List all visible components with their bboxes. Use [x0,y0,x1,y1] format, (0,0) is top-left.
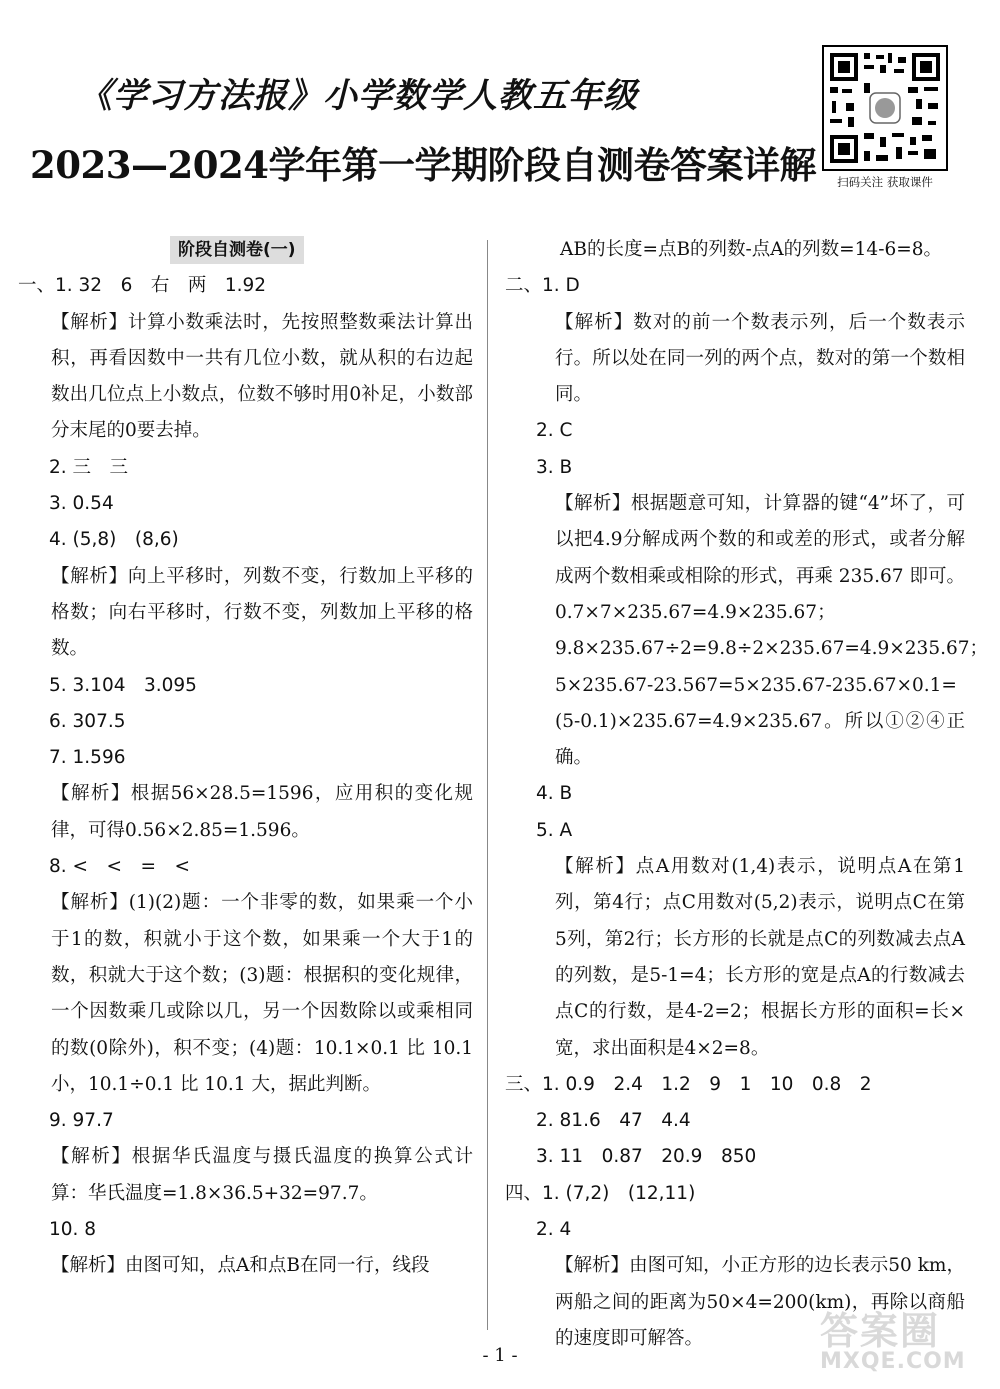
qr-code-icon[interactable] [822,45,948,171]
answer-item: 一、1. 32 6 右 两 1.92 [18,275,267,297]
answer-item: 5. A [536,819,573,841]
answer-item: 8. < < = < [49,856,191,878]
explanation: 【解析】根据题意可知，计算器的键“4”坏了，可以把4.9分解成两个数的和或差的形式，或者分解成两个数相乘或相除的形式，再乘 235.67 即可。0.7×7×235.67=4.9×235.67；9.8×235.67÷2=9.8÷2×235.67=4.9×235.67；5×235.67-23.567=5×235.67-235.67×0.1=(5-0.1)×235.67=4.9×235.67。所以①②④正确。 [555,493,989,769]
page-number: - 1 - [482,1345,518,1366]
answer-item: 4. B [536,783,573,805]
watermark-text: 答案圈 [820,1309,941,1353]
watermark-url: MXQE.COM [820,1349,966,1374]
answer-item: 10. 8 [49,1219,97,1241]
answer-item: 6. 307.5 [49,710,126,732]
answer-item: 四、1. (7,2) (12,11) [505,1182,696,1204]
answer-item: 3. B [536,456,573,478]
newspaper-title: 《学习方法报》小学数学人教五年级 [78,76,638,116]
answer-item: 2. 三 三 [49,456,129,478]
left-column [18,232,473,1285]
explanation: 【解析】(1)(2)题：一个非零的数，如果乘一个小于1的数，积就小于这个数，如果乘一个大于1的数，积就大于这个数；(3)题：根据积的变化规律，一个因数乘几或除以几，另一个因数除以或乘相同的数(0除外)，积不变；(4)题：10.1×0.1 比 10.1 小，10.1÷0.1 比 10.1 大，据此判断。 [51,892,473,1095]
answer-item: 9. 97.7 [49,1110,114,1132]
answer-item: 2. C [536,420,573,442]
explanation: 【解析】根据华氏温度与摄氏温度的换算公式计算：华氏温度=1.8×36.5+32=97.7。 [51,1146,473,1204]
qr-caption: 扫码关注 获取课件 [837,175,933,189]
answer-item: 二、1. D [505,275,580,297]
watermark [820,1300,990,1374]
answer-item: 3. 11 0.87 20.9 850 [536,1146,757,1168]
section-title: 阶段自测卷(一) [170,236,304,264]
answer-item: 7. 1.596 [49,747,126,769]
explanation: 【解析】点A用数对(1,4)表示，说明点A在第1列，第4行；点C用数对(5,2)表示，说明点C在第5列，第2行；长方形的长就是点C的列数减去点A的列数，是5-1=4；长方形的宽是点A的行数减去点C的行数，是4-2=2；根据长方形的面积=长×宽，求出面积是4×2=8。 [555,856,965,1059]
explanation: 【解析】计算小数乘法时，先按照整数乘法计算出积，再看因数中一共有几位小数，就从积的右边起数出几位点上小数点，位数不够时用0补足，小数部分末尾的0要去掉。 [51,311,473,442]
answer-item: 3. 0.54 [49,493,114,515]
right-column [505,232,989,1357]
answer-item: 2. 4 [536,1219,572,1241]
answer-item: 2. 81.6 47 4.4 [536,1110,691,1132]
answer-item: 5. 3.104 3.095 [49,674,197,696]
document-title: 2023—2024学年第一学期阶段自测卷答案详解 [30,143,816,187]
explanation: 【解析】由图可知，小正方形的边长表示50 km，两船之间的距离为50×4=200(km)，再除以商船的速度即可解答。 [555,1255,965,1349]
answer-item: 4. (5,8) (8,6) [49,529,179,551]
explanation: AB的长度=点B的列数-点A的列数=14-6=8。 [560,239,942,260]
explanation: 【解析】数对的前一个数表示列，后一个数表示行。所以处在同一列的两个点，数对的第一个数相同。 [555,311,965,406]
qr-code-block[interactable] [822,45,948,195]
explanation: 【解析】向上平移时，列数不变，行数加上平移的格数；向右平移时，行数不变，列数加上平移的格数。 [51,565,473,660]
column-divider [487,240,488,1330]
explanation: 【解析】由图可知，点A和点B在同一行，线段 [51,1255,430,1277]
explanation: 【解析】根据56×28.5=1596，应用积的变化规律，可得0.56×2.85=1.596。 [51,783,473,841]
answer-item: 三、1. 0.9 2.4 1.2 9 1 10 0.8 2 [505,1073,872,1095]
